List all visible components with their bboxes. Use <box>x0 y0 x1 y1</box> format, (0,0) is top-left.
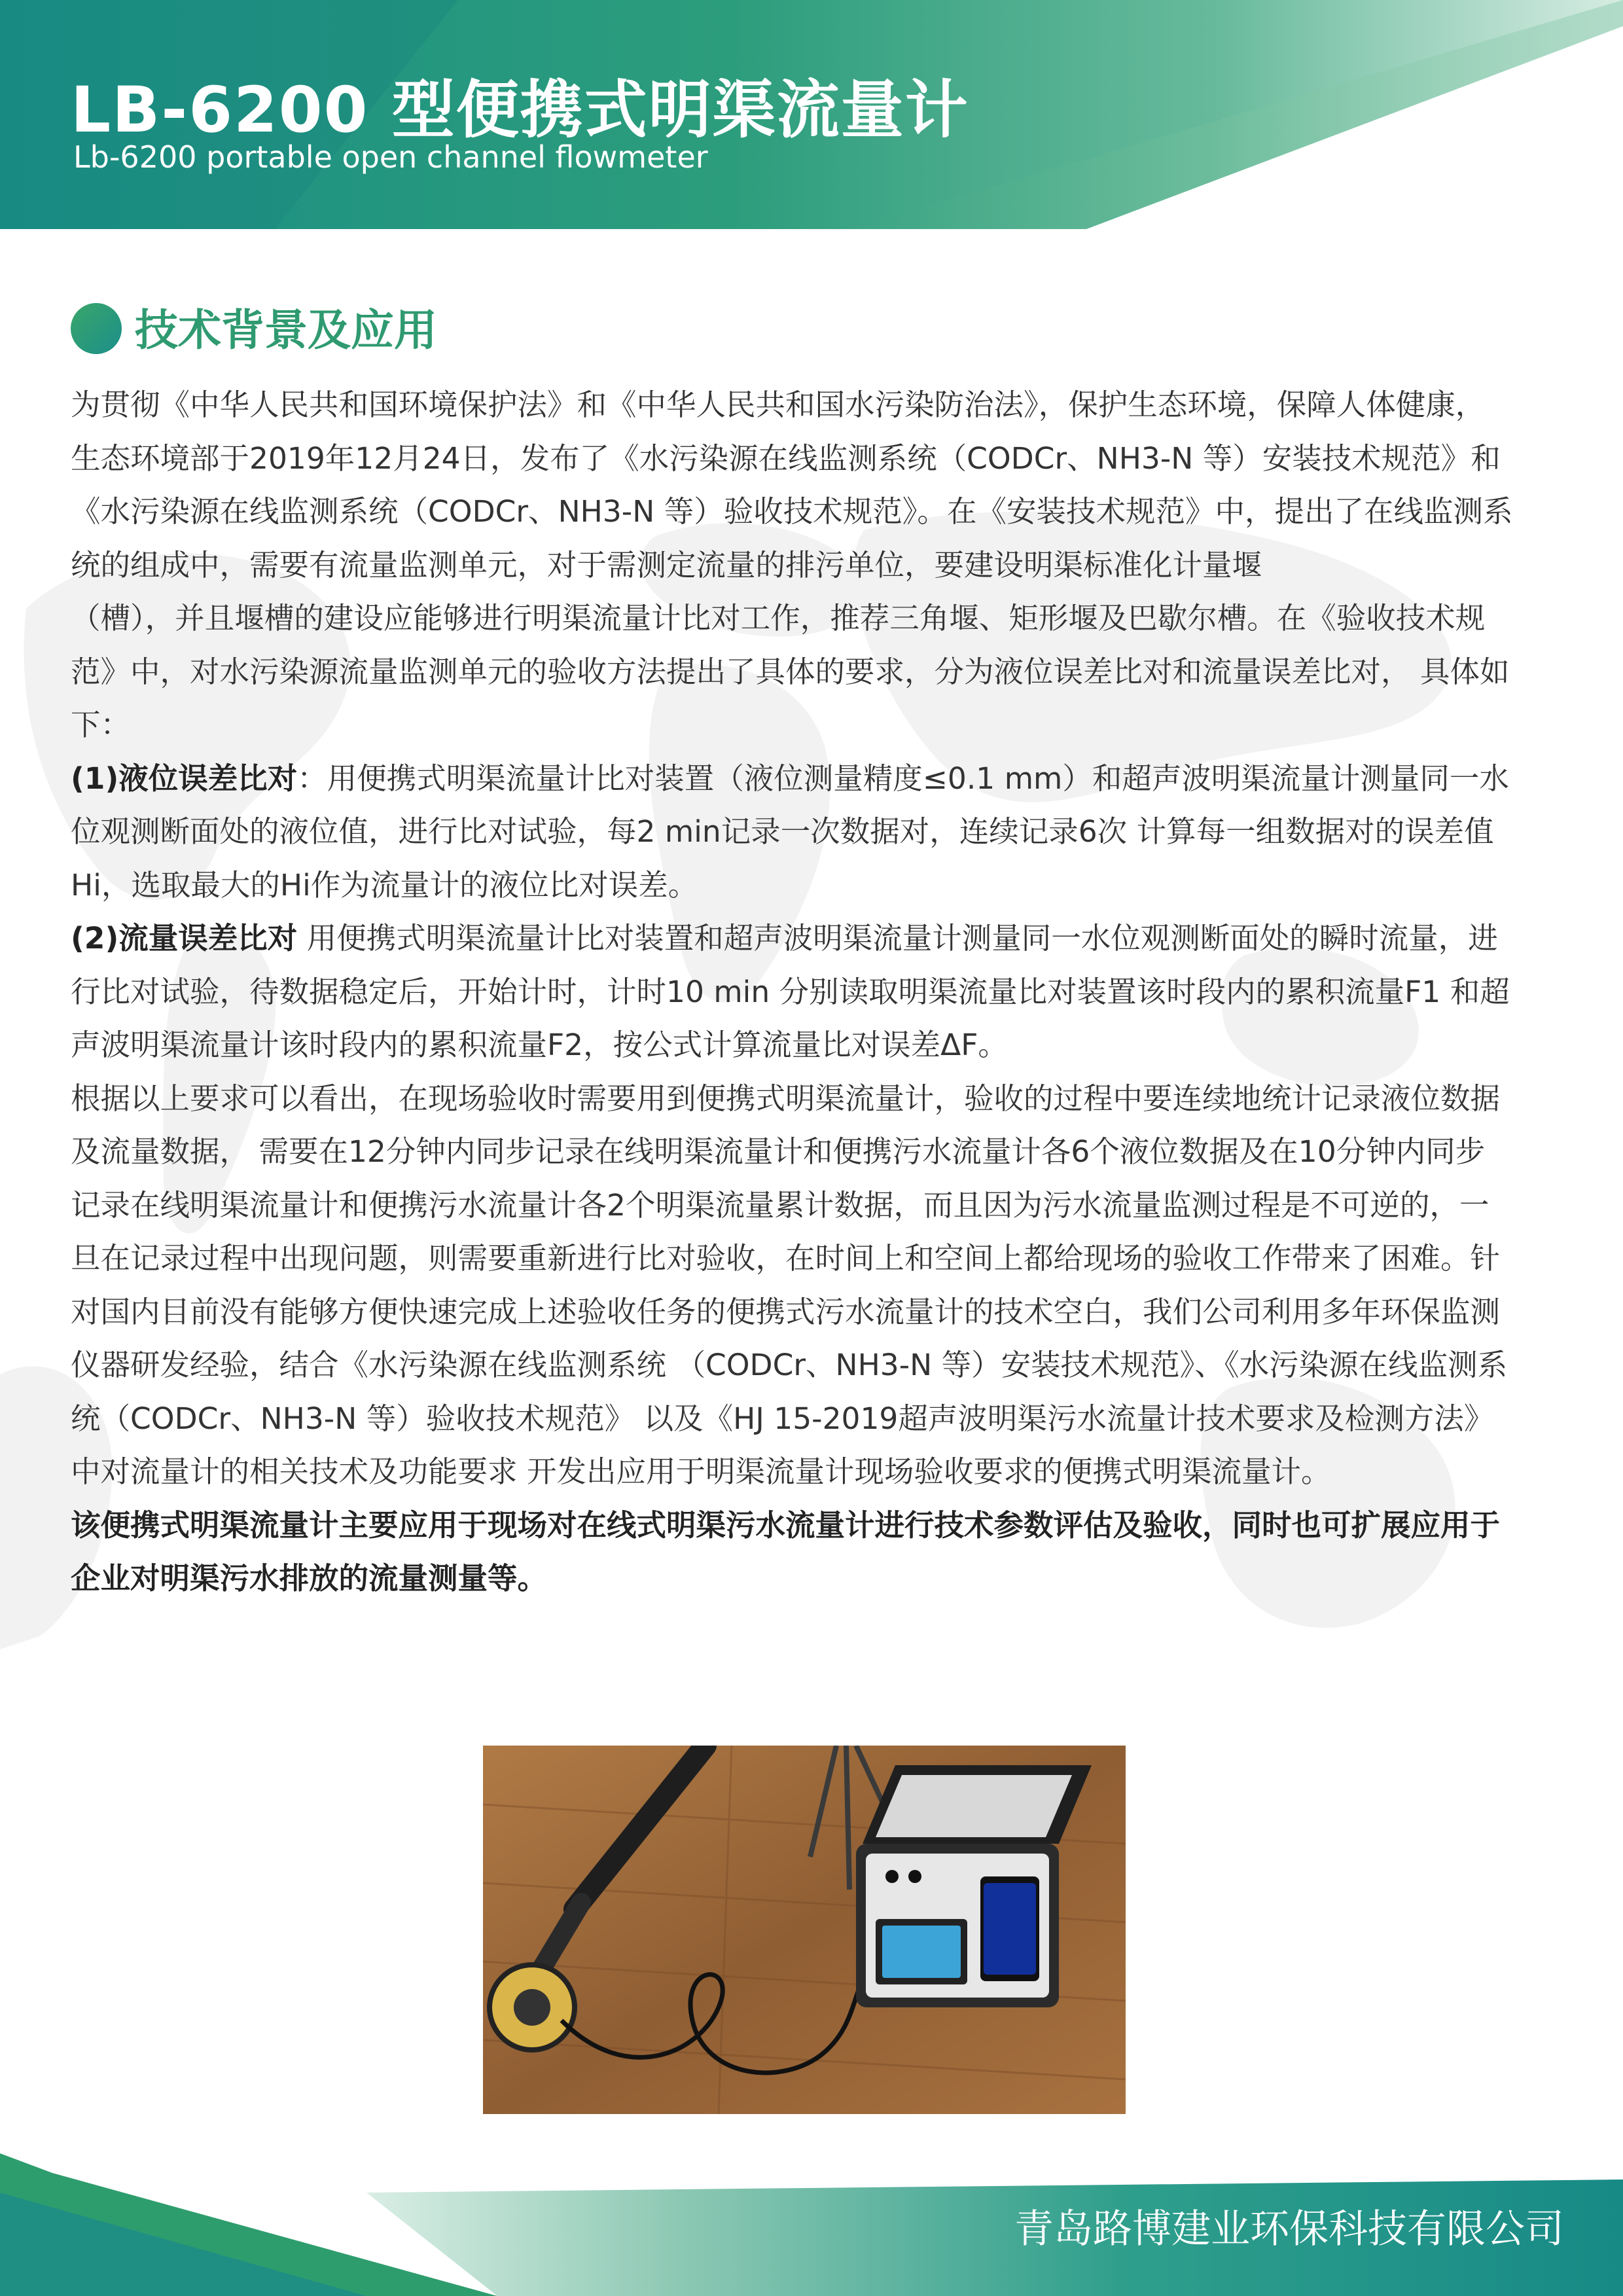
item-1-label: (1)液位误差比对 <box>71 761 298 796</box>
conclusion-paragraph: 该便携式明渠流量计主要应用于现场对在线式明渠污水流量计进行技术参数评估及验收，同时也可扩展应用于企业对明渠污水排放的流量测量等。 <box>71 1507 1501 1596</box>
analysis-paragraph: 根据以上要求可以看出，在现场验收时需要用到便携式明渠流量计，验收的过程中要连续地统计记录液位数据及流量数据， 需要在12分钟内同步记录在线明渠流量计和便携污水流量计各6个液位数据及在10分钟内同步记录在线明渠流量计和便携污水流量计各2个明渠流量累计数据，而且因为污水流量监测过程是不可逆的，一旦在记录过程中出现问题，则需要重新进行比对验收，在时间上和空间上都给现场的验收工作带来了困难。针对国内目前没有能够方便快速完成上述验收任务的便携式污水流量计的技术空白，我们公司利用多年环保监测仪器研发经验，结合《水污染源在线监测系统 （CODCr、NH3-N 等）安装技术规范》、《水污染源在线监测系统（CODCr、NH3-N 等）验收技术规范》 以及《HJ 15-2019超声波明渠污水流量计技术要求及检测方法》中对流量计的相关技术及功能要求 开发出应用于明渠流量计现场验收要求的便携式明渠流量计。 <box>71 1081 1508 1489</box>
item-2-label: (2)流量误差比对 <box>71 921 298 956</box>
intro-continued-paragraph: （槽），并且堰槽的建设应能够进行明渠流量计比对工作，推荐三角堰、矩形堰及巴歇尔槽。在《验收技术规范》中，对水污染源流量监测单元的验收方法提出了具体的要求，分为液位误差比对和流量误差比对， 具体如下： <box>71 601 1510 742</box>
company-name: 青岛路博建业环保科技有限公司 <box>1014 2206 1564 2252</box>
item-1-paragraph <box>71 752 1514 912</box>
product-photo <box>483 1746 1126 2114</box>
intro-paragraph: 为贯彻《中华人民共和国环境保护法》和《中华人民共和国水污染防治法》，保护生态环境，保障人体健康，生态环境部于2019年12月24日，发布了《水污染源在线监测系统（CODCr、NH3-N 等）安装技术规范》和《水污染源在线监测系统（CODCr、NH3-N 等）验收技术规范》。在《安装技术规范》中，提出了在线监测系统的组成中，需要有流量监测单元，对于需测定流量的排污单位，要建设明渠标准化计量堰 <box>71 387 1513 583</box>
header-banner <box>0 0 1623 229</box>
item-2-text: 用便携式明渠流量计比对装置和超声波明渠流量计测量同一水位观测断面处的瞬时流量，进行比对试验，待数据稳定后，开始计时，计时10 min 分别读取明渠流量比对装置该时段内的累积流量F1 和超声波明渠流量计该时段内的累积流量F2，按公式计算流量比对误差ΔF。 <box>71 921 1510 1062</box>
item-1-text: ：用便携式明渠流量计比对装置（液位测量精度≤0.1 mm）和超声波明渠流量计测量同一水位观测断面处的液位值，进行比对试验，每2 min记录一次数据对，连续记录6次 计算每一组数据对的误差值Hi，选取最大的Hi作为流量计的液位比对误差。 <box>71 761 1509 903</box>
section-title: 技术背景及应用 <box>135 305 437 355</box>
circle-bullet-icon <box>71 303 122 354</box>
item-2-paragraph <box>71 912 1514 1072</box>
body-content <box>71 378 1514 1605</box>
page-subtitle: Lb-6200 portable open channel flowmeter <box>73 139 708 175</box>
page-title: LB-6200 型便携式明渠流量计 <box>71 73 969 147</box>
